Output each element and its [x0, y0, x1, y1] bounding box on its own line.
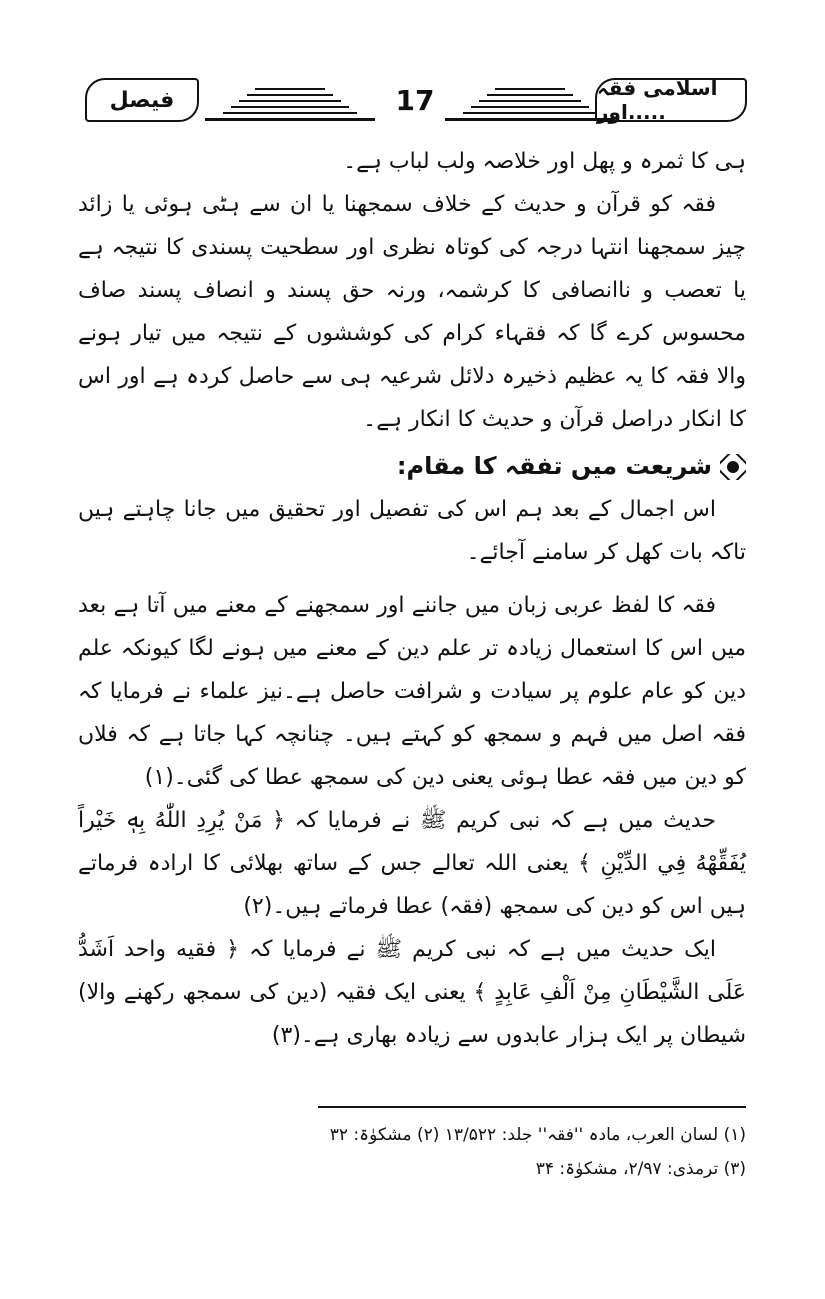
flower-bullet-icon — [720, 454, 746, 480]
footnotes — [318, 1118, 746, 1186]
left-title: فیصل — [109, 87, 175, 113]
footnote-divider — [318, 1106, 746, 1108]
book-title-scroll-left — [85, 78, 199, 122]
footnote-line: (۱) لسان العرب، مادہ ''فقہ'' جلد: ۱۳/۵۲۲ (۲) مشکوٰۃ: ۳۲ — [329, 1125, 746, 1145]
section-heading-text: شریعت میں تفقہ کا مقام: — [396, 452, 712, 480]
book-title-scroll-right — [595, 78, 747, 122]
decorative-stepped-ornament-right — [445, 86, 615, 122]
paragraph-hadith-1: حدیث میں ہے کہ نبی کریم ﷺ نے فرمایا کہ ﴿ مَنْ يُرِدِ اللّٰهُ بِهٖ خَيْراً يُفَقِّهْهُ فِي الدِّيْنِ ﴾ یعنی اللہ تعالے جس کے ساتھ بھلائی کا ارادہ فرماتے ہیں اس کو دین کی سمجھ (فقہ) عطا فرماتے ہیں۔(۲) — [78, 808, 746, 919]
paragraph-intro: اس اجمال کے بعد ہم اس کی تفصیل اور تحقیق میں جانا چاہتے ہیں تاکہ بات کھل کر سامنے آجائے۔ — [78, 497, 746, 565]
section-heading — [78, 445, 746, 488]
decorative-stepped-ornament-left — [205, 86, 375, 122]
footnote-line: (۳) ترمذی: ۲/۹۷، مشکوٰۃ: ۳۴ — [535, 1159, 746, 1179]
paragraph-fiqh-rejection: فقہ کو قرآن و حدیث کے خلاف سمجھنا یا ان سے ہٹی ہوئی یا زائد چیز سمجھنا انتہا درجہ کی کوتاہ نظری اور سطحیت پسندی کا نتیجہ ہے یا تعصب و ناانصافی کا کرشمہ، ورنہ حق پسند و انصاف پسند صاف محسوس کرے گا کہ فقہاء کرام کی کوششوں کے نتیجہ میں تیار ہونے والا فقہ کا یہ عظیم ذخیرہ دلائل شرعیہ ہی سے حاصل کردہ ہے اور اس کا انکار دراصل قرآن و حدیث کا انکار ہے۔ — [78, 192, 746, 432]
page-header — [0, 70, 825, 140]
paragraph-fiqh-meaning: فقہ کا لفظ عربی زبان میں جاننے اور سمجھنے کے معنے میں آتا ہے بعد میں اس کا استعمال زیادہ تر علم دین کے معنے میں ہونے لگا کیونکہ علم دین کو عام علوم پر سیادت و شرافت حاصل ہے۔نیز علماء نے فرمایا کہ فقہ اصل میں فہم و سمجھ کو کہتے ہیں۔ چنانچہ کہا جاتا ہے کہ فلاں کو دین میں فقہ عطا ہوئی یعنی دین کی سمجھ عطا کی گئی۔(۱) — [78, 593, 746, 790]
paragraph-continuation: ہی کا ثمرہ و پھل اور خلاصہ ولب لباب ہے۔ — [343, 149, 746, 174]
paragraph-hadith-2: ایک حدیث میں ہے کہ نبی کریم ﷺ نے فرمایا کہ ﴿ فقيه واحد اَشَدُّ عَلَى الشَّيْطَانِ مِنْ اَلْفِ عَابِدٍ ﴾ یعنی ایک فقیہ (دین کی سمجھ رکھنے والا) شیطان پر ایک ہزار عابدوں سے زیادہ بھاری ہے۔(۳) — [78, 937, 746, 1048]
page-body — [78, 140, 746, 1057]
right-title: اسلامی فقہ اور..... — [597, 76, 718, 124]
page-number: 17 — [395, 84, 435, 117]
